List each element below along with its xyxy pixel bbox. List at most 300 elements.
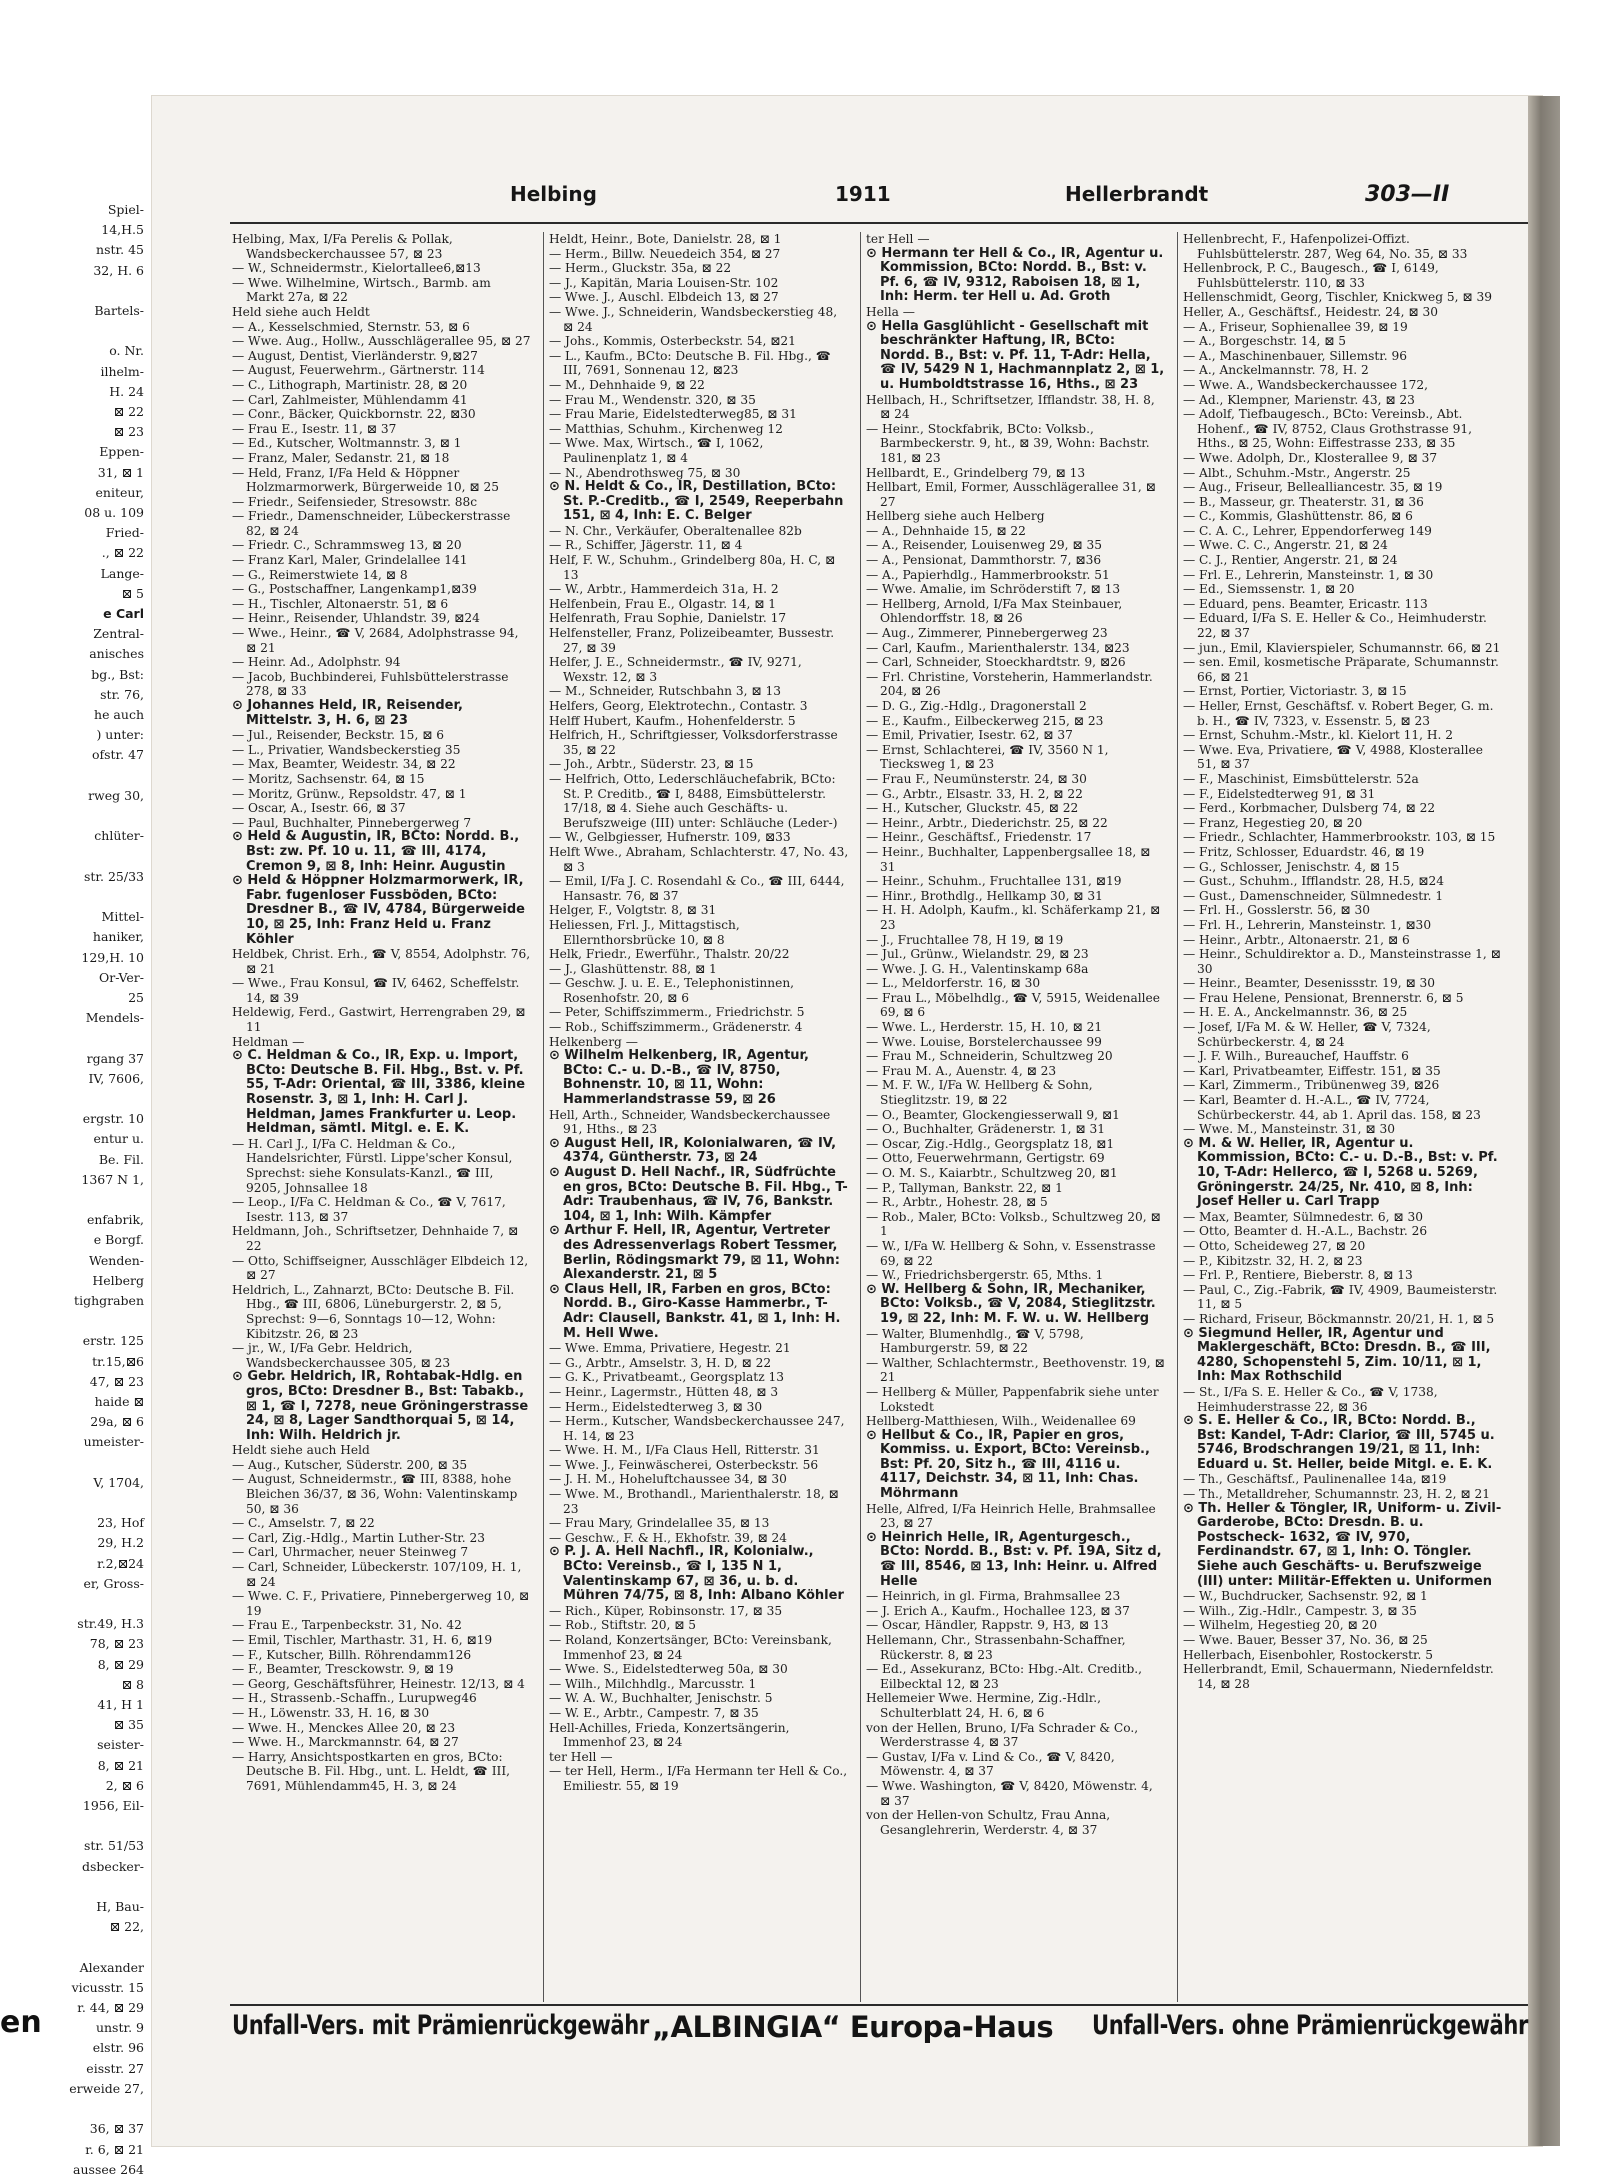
directory-entry: — Carl, Kaufm., Marienthalerstr. 134, ⊠23 bbox=[866, 640, 1130, 655]
directory-entry: Heldrich, L., Zahnarzt, BCto: Deutsche B. Fil. Hbg., ☎ III, 6806, Lüneburgerstr. 2, ⊠ 5, Sprechst: 9—6, Sonntags 10—12, Wohn: Kibitzstr. 26, ⊠ 23 bbox=[232, 1282, 515, 1341]
directory-entry: Helfenbein, Frau E., Olgastr. 14, ⊠ 1 bbox=[549, 596, 777, 611]
previous-page-footer: en bbox=[0, 2005, 42, 2040]
prev-page-line bbox=[0, 281, 150, 301]
prev-page-line bbox=[0, 1877, 150, 1897]
directory-entry: — Heller, Ernst, Geschäftsf. v. Robert Beger, G. m. b. H., ☎ IV, 7323, v. Essenstr. 5, ⊠ 23 bbox=[1183, 699, 1494, 728]
directory-entry: — Carl, Zahlmeister, Mühlendamm 41 bbox=[232, 392, 468, 407]
directory-entry: — G., Arbtr., Amselstr. 3, H. D, ⊠ 22 bbox=[549, 1355, 772, 1370]
directory-entry: Helbing, Max, I/Fa Perelis & Pollak, Wandsbeckerchaussee 57, ⊠ 23 bbox=[232, 232, 453, 261]
prev-page-line: o. Nr. bbox=[109, 343, 144, 359]
directory-entry: — Heinr., Schuldirektor a. D., Mansteinstrasse 1, ⊠ 30 bbox=[1183, 947, 1501, 976]
directory-entry: Helk, Friedr., Ewerführ., Thalstr. 20/22 bbox=[549, 947, 790, 962]
directory-entry: — Frl. E., Lehrerin, Mansteinstr. 1, ⊠ 30 bbox=[1183, 567, 1434, 582]
directory-entry: — Frl. Christine, Vorsteherin, Hammerlandstr. 204, ⊠ 26 bbox=[866, 669, 1153, 699]
directory-entry: — N. Chr., Verkäufer, Oberaltenallee 82b bbox=[549, 523, 802, 538]
prev-page-line: ) unter: bbox=[96, 727, 144, 743]
directory-entry: — L., Privatier, Wandsbeckerstieg 35 bbox=[232, 742, 461, 757]
directory-entry: — Frau M., Schneiderin, Schultzweg 20 bbox=[866, 1049, 1113, 1064]
directory-entry: ⊙ Held & Höppner Holzmarmorwerk, IR, Fabr. fugenloser Fussböden, BCto: Dresdner B., ☎ IV, 4784, Bürgerweide 10, ⊠ 25, Inh: Franz Held u. Franz Köhler bbox=[232, 873, 525, 947]
directory-entry: — J. Erich A., Kaufm., Hochallee 123, ⊠ 37 bbox=[866, 1603, 1130, 1618]
directory-entry: — Heinr., Schuhm., Fruchtallee 131, ⊠19 bbox=[866, 874, 1122, 889]
directory-entry: — Heinr. Ad., Adolphstr. 94 bbox=[232, 655, 401, 670]
directory-entry: Heldman — bbox=[232, 1034, 305, 1049]
prev-page-line: 47, ⊠ 23 bbox=[89, 1373, 144, 1389]
prev-page-line: ⊠ 22, bbox=[109, 1919, 144, 1935]
prev-page-line: er, Gross- bbox=[83, 1575, 144, 1591]
prev-page-line: e Borgf. bbox=[93, 1232, 144, 1248]
directory-entry: Heliessen, Frl. J., Mittagstisch, Ellernthorsbrücke 10, ⊠ 8 bbox=[549, 917, 740, 947]
directory-entry: ⊙ P. J. A. Hell Nachfl., IR, Kolonialw., BCto: Vereinsb., ☎ I, 135 N 1, Valentinskamp 67, ⊠ 36, u. b. d. Mühren 74/75, ⊠ 8, Inh: Albano Köhler bbox=[549, 1544, 844, 1604]
prev-page-line bbox=[0, 887, 150, 907]
directory-entry: — D. G., Zig.-Hdlg., Dragonerstall 2 bbox=[866, 699, 1087, 713]
directory-entry: — Wwe. Washington, ☎ V, 8420, Möwenstr. 4, ⊠ 37 bbox=[866, 1778, 1153, 1808]
directory-entry: — Peter, Schiffszimmerm., Friedrichstr. 5 bbox=[549, 1005, 805, 1020]
directory-entry: — Carl, Schneider, Lübeckerstr. 107/109, H. 1, ⊠ 24 bbox=[232, 1560, 522, 1589]
directory-entry: — Herm., Billw. Neuedeich 354, ⊠ 27 bbox=[549, 246, 781, 261]
directory-entry: ⊙ Hella Gasglühlicht - Gesellschaft mit beschränkter Haftung, IR, BCto: Nordd. B., Bst: v. Pf. 11, T-Adr: Hella, ☎ IV, 5429 N 1, Hachmannplatz 2, ⊠ 1, u. Humboldtstrasse 16, Hths., ⊠ 23 bbox=[866, 318, 1165, 392]
prev-page-line: 2, ⊠ 6 bbox=[105, 1777, 144, 1793]
directory-entry: — Wwe. Amalie, im Schröderstift 7, ⊠ 13 bbox=[866, 582, 1121, 597]
prev-page-line: Lange- bbox=[100, 565, 144, 581]
directory-entry: — E., Kaufm., Eilbeckerweg 215, ⊠ 23 bbox=[866, 713, 1104, 728]
directory-entry: — Ferd., Korbmacher, Dulsberg 74, ⊠ 22 bbox=[1183, 801, 1436, 816]
directory-entry: — Wwe. Aug., Hollw., Ausschlägerallee 95, ⊠ 27 bbox=[232, 334, 531, 349]
directory-entry: — M., Dehnhaide 9, ⊠ 22 bbox=[549, 377, 705, 392]
prev-page-line bbox=[0, 2099, 150, 2119]
prev-page-line bbox=[0, 847, 150, 867]
directory-entry: — August, Feuerwehrm., Gärtnerstr. 114 bbox=[232, 363, 485, 378]
prev-page-line: unstr. 9 bbox=[95, 2020, 144, 2036]
directory-entry: — Karl, Zimmerm., Tribünenweg 39, ⊠26 bbox=[1183, 1078, 1440, 1093]
directory-entry: — Conr., Bäcker, Quickbornstr. 22, ⊠30 bbox=[232, 407, 476, 422]
directory-entry: — W., Friedrichsbergerstr. 65, Mths. 1 bbox=[866, 1268, 1104, 1283]
directory-entry: — Friedr., Damenschneider, Lübeckerstrasse 82, ⊠ 24 bbox=[232, 509, 511, 538]
prev-page-line: str. 51/53 bbox=[83, 1838, 144, 1854]
directory-entry: — Albt., Schuhm.-Mstr., Angerstr. 25 bbox=[1183, 465, 1411, 480]
header-first-entry: Helbing bbox=[510, 182, 597, 206]
directory-entry: Helfers, Georg, Elektrotechn., Contastr. 3 bbox=[549, 699, 808, 713]
directory-entry: ⊙ Claus Hell, IR, Farben en gros, BCto: Nordd. B., Giro-Kasse Hammerbr., T-Adr: Clausell, Bankstr. 41, ⊠ 1, Inh: H. M. Hell Wwe. bbox=[549, 1281, 841, 1341]
prev-page-line: haide ⊠ bbox=[94, 1393, 144, 1409]
directory-entry: — Frau M., Wendenstr. 320, ⊠ 35 bbox=[549, 392, 756, 407]
prev-page-line: Spiel- bbox=[107, 202, 144, 217]
directory-entry: — H., Löwenstr. 33, H. 16, ⊠ 30 bbox=[232, 1705, 430, 1720]
prev-page-line: Mittel- bbox=[101, 909, 144, 925]
directory-entry: — Moritz, Grünw., Repsoldstr. 47, ⊠ 1 bbox=[232, 786, 467, 801]
directory-entry: — Adolf, Tiefbaugesch., BCto: Vereinsb., Abt. Hohenf., ☎ IV, 8752, Claus Grothstrasse 91, Hths., ⊠ 25, Wohn: Eiffestrasse 233, ⊠ 35 bbox=[1183, 407, 1472, 451]
directory-entry: — Rich., Küper, Robinsonstr. 17, ⊠ 35 bbox=[549, 1603, 783, 1618]
directory-entry: — Wwe. Wilhelmine, Wirtsch., Barmb. am Markt 27a, ⊠ 22 bbox=[232, 275, 491, 305]
directory-entry: — Jul., Reisender, Beckstr. 15, ⊠ 6 bbox=[232, 728, 445, 743]
directory-entry: — Heinr., Arbtr., Diederichstr. 25, ⊠ 22 bbox=[866, 815, 1108, 830]
directory-entry: ⊙ C. Heldman & Co., IR, Exp. u. Import, BCto: Deutsche B. Fil. Hbg., Bst. v. Pf. 55, T-Adr: Oriental, ☎ III, 3386, kleine Rosenstr. 3, ⊠ 1, Inh: H. Carl J. Heldman, James Frankfurter u. Leop. Heldman, sämtl. Mitgl. e. E. K. bbox=[232, 1048, 526, 1137]
directory-entry: — Gustav, I/Fa v. Lind & Co., ☎ V, 8420, Möwenstr. 4, ⊠ 37 bbox=[866, 1749, 1115, 1779]
directory-entry: — Wwe. M., Brothandl., Marienthalerstr. 18, ⊠ 23 bbox=[549, 1487, 839, 1516]
directory-entry: Heldt siehe auch Held bbox=[232, 1443, 370, 1458]
directory-entry: — Frau Helene, Pensionat, Brennerstr. 6, ⊠ 5 bbox=[1183, 990, 1464, 1005]
directory-entry: Hell, Arth., Schneider, Wandsbeckerchaussee 91, Hths., ⊠ 23 bbox=[549, 1107, 831, 1137]
directory-entry: — H., Kutscher, Gluckstr. 45, ⊠ 22 bbox=[866, 801, 1079, 816]
directory-entry: — Karl, Beamter d. H.-A.L., ☎ IV, 7724, Schürbeckerstr. 44, ab 1. April das. 158, ⊠ 23 bbox=[1183, 1093, 1481, 1122]
directory-entry: — J., Glashüttenstr. 88, ⊠ 1 bbox=[549, 961, 717, 976]
prev-page-line bbox=[0, 1028, 150, 1048]
directory-entry: — Gust., Damenschneider, Sülmnedestr. 1 bbox=[1183, 888, 1444, 903]
directory-entry: ⊙ W. Hellberg & Sohn, IR, Mechaniker, BCto: Volksb., ☎ V, 2084, Stieglitzstr. 19, ⊠ 22, Inh: M. F. W. u. W. Hellberg bbox=[866, 1281, 1156, 1326]
prev-page-line: r.2,⊠24 bbox=[97, 1555, 144, 1571]
directory-entry: — W., Buchdrucker, Sachsenstr. 92, ⊠ 1 bbox=[1183, 1589, 1428, 1604]
directory-entry: Hella — bbox=[866, 304, 915, 319]
prev-page-line: Mendels- bbox=[85, 1010, 144, 1026]
directory-entry: — A., Kesselschmied, Sternstr. 53, ⊠ 6 bbox=[232, 319, 470, 334]
directory-entry: — Wwe. C. C., Angerstr. 21, ⊠ 24 bbox=[1183, 538, 1388, 553]
directory-entry: — Emil, Tischler, Marthastr. 31, H. 6, ⊠19 bbox=[232, 1633, 493, 1647]
prev-page-line: 41, H 1 bbox=[97, 1697, 144, 1713]
directory-entry: — Wwe. A., Wandsbeckerchaussee 172, bbox=[1183, 377, 1429, 392]
prev-page-line: erweide 27, bbox=[69, 2080, 144, 2096]
directory-entry: — Carl, Schneider, Stoeckhardtstr. 9, ⊠26 bbox=[866, 655, 1126, 670]
directory-entry: — Ernst, Portier, Victoriastr. 3, ⊠ 15 bbox=[1183, 684, 1407, 699]
directory-entry: — P., Tallyman, Bankstr. 22, ⊠ 1 bbox=[866, 1180, 1063, 1195]
prev-page-line: 1367 N 1, bbox=[81, 1171, 144, 1187]
prev-page-line: Wenden- bbox=[89, 1252, 144, 1268]
prev-page-line: haniker, bbox=[92, 929, 144, 945]
header-page-number: 303—II bbox=[1365, 182, 1450, 207]
directory-entry: — Johs., Kommis, Osterbeckstr. 54, ⊠21 bbox=[549, 334, 796, 349]
directory-entry: — Wwe. J., Feinwäscherei, Osterbeckstr. 56 bbox=[549, 1457, 819, 1472]
prev-page-line: V, 1704, bbox=[93, 1474, 144, 1490]
directory-entry: — jun., Emil, Klavierspieler, Schumannstr. 66, ⊠ 21 bbox=[1183, 640, 1501, 655]
prev-page-line: 8, ⊠ 29 bbox=[97, 1656, 144, 1672]
prev-page-line: r. 44, ⊠ 29 bbox=[77, 2000, 144, 2016]
directory-entry: Hellerbach, Eisenbohler, Rostockerstr. 5 bbox=[1183, 1647, 1434, 1662]
prev-page-line: IV, 7606, bbox=[88, 1070, 144, 1086]
directory-entry: ⊙ Held & Augustin, IR, BCto: Nordd. B., Bst: zw. Pf. 10 u. 11, ☎ III, 4174, Cremon 9, ⊠ 8, Inh: Heinr. Augustin bbox=[232, 829, 520, 874]
directory-entry: — Eduard, pens. Beamter, Ericastr. 113 bbox=[1183, 596, 1428, 611]
footer-left-text: Unfall-Vers. mit Prämienrückgewähr bbox=[232, 2010, 649, 2041]
directory-entry: — O., Beamter, Glockengiesserwall 9, ⊠1 bbox=[866, 1107, 1120, 1122]
prev-page-line: tighgraben bbox=[74, 1292, 144, 1308]
column-4 bbox=[1183, 232, 1505, 2002]
directory-entry: — Richard, Friseur, Böckmannstr. 20/21, H. 1, ⊠ 5 bbox=[1183, 1311, 1495, 1326]
prev-page-line: tr.15,⊠6 bbox=[92, 1353, 144, 1369]
directory-entry: — Ed., Kutscher, Woltmannstr. 3, ⊠ 1 bbox=[232, 436, 462, 451]
directory-entry: ⊙ M. & W. Heller, IR, Agentur u. Kommission, BCto: C.- u. D.-B., Bst: v. Pf. 10, T-Adr: Hellerco, ☎ I, 5268 u. 5269, Gröningerstr. 24/25, Nr. 410, ⊠ 8, Inh: Josef Heller u. Carl Trapp bbox=[1183, 1135, 1498, 1210]
directory-entry: — A., Friseur, Sophienallee 39, ⊠ 19 bbox=[1183, 319, 1408, 334]
directory-entry: — P., Kibitzstr. 32, H. 2, ⊠ 23 bbox=[1183, 1253, 1363, 1268]
directory-entry: — Frau Mary, Grindelallee 35, ⊠ 13 bbox=[549, 1516, 770, 1531]
directory-entry: — G., Arbtr., Elsastr. 33, H. 2, ⊠ 22 bbox=[866, 786, 1083, 801]
prev-page-line: str. 76, bbox=[100, 686, 144, 702]
directory-entry: — Wwe. C. F., Privatiere, Pinnebergerweg 10, ⊠ 19 bbox=[232, 1589, 530, 1618]
prev-page-line: ⊠ 22 bbox=[113, 404, 144, 420]
directory-entry: — Wwe. M., Mansteinstr. 31, ⊠ 30 bbox=[1183, 1122, 1396, 1137]
directory-entry: — F., Eidelstedterweg 91, ⊠ 31 bbox=[1183, 786, 1376, 801]
directory-entry: — H. H. Adolph, Kaufm., kl. Schäferkamp 21, ⊠ 23 bbox=[866, 903, 1161, 932]
directory-entry: — Gust., Schuhm., Ifflandstr. 28, H.5, ⊠24 bbox=[1183, 874, 1444, 889]
directory-entry: — Heinr., Stockfabrik, BCto: Volksb., Barmbeckerstr. 9, ht., ⊠ 39, Wohn: Bachstr. 181, ⊠ 23 bbox=[866, 421, 1150, 465]
prev-page-line: eniteur, bbox=[95, 484, 144, 500]
directory-entry: — A., Reisender, Louisenweg 29, ⊠ 35 bbox=[866, 538, 1103, 553]
directory-entry: — Emil, I/Fa J. C. Rosendahl & Co., ☎ III, 6444, Hansastr. 76, ⊠ 37 bbox=[549, 874, 845, 903]
directory-entry: — Heinrich, in gl. Firma, Brahmsallee 23 bbox=[866, 1589, 1121, 1604]
directory-entry: — F., Kutscher, Billh. Röhrendamm126 bbox=[232, 1647, 472, 1662]
previous-page-edge bbox=[0, 200, 150, 2177]
prev-page-line bbox=[0, 1453, 150, 1473]
directory-entry: — Ernst, Schlachterei, ☎ IV, 3560 N 1, Tiecksweg 1, ⊠ 23 bbox=[866, 742, 1109, 772]
directory-entry: — Roland, Konzertsänger, BCto: Vereinsbank, Immenhof 23, ⊠ 24 bbox=[549, 1633, 832, 1662]
directory-entry: — N., Abendrothsweg 75, ⊠ 30 bbox=[549, 465, 741, 480]
directory-entry: — Ed., Siemssenstr. 1, ⊠ 20 bbox=[1183, 582, 1355, 597]
directory-entry: — Frl. H., Gosslerstr. 56, ⊠ 30 bbox=[1183, 903, 1370, 918]
directory-entry: — A., Maschinenbauer, Sillemstr. 96 bbox=[1183, 348, 1408, 363]
prev-page-line: vicusstr. 15 bbox=[71, 1979, 144, 1995]
directory-entry: — Wwe. J., Auschl. Elbdeich 13, ⊠ 27 bbox=[549, 290, 779, 305]
directory-entry: — G., Schlosser, Jenischstr. 4, ⊠ 15 bbox=[1183, 859, 1400, 874]
prev-page-line: ergstr. 10 bbox=[82, 1111, 144, 1127]
directory-entry: ⊙ August Hell, IR, Kolonialwaren, ☎ IV, 4374, Güntherstr. 73, ⊠ 24 bbox=[549, 1135, 837, 1166]
directory-entry: — Wwe. Louise, Borstelerchaussee 99 bbox=[866, 1034, 1102, 1049]
directory-entry: Helff Hubert, Kaufm., Hohenfelderstr. 5 bbox=[549, 713, 796, 728]
directory-entry: von der Hellen-von Schultz, Frau Anna, Gesanglehrerin, Werderstr. 4, ⊠ 37 bbox=[866, 1808, 1111, 1837]
directory-entry: — O. M. S., Kaiarbtr., Schultzweg 20, ⊠1 bbox=[866, 1166, 1118, 1180]
directory-entry: Hellenbrock, P. C., Baugesch., ☎ I, 6149, Fuhlsbüttelerstr. 110, ⊠ 33 bbox=[1183, 261, 1439, 290]
directory-entry: ⊙ Th. Heller & Töngler, IR, Uniform- u. Zivil-Garderobe, BCto: Dresdn. B. u. Postscheck- 1632, ☎ IV, 970, Ferdinandstr. 67, ⊠ 1, Inh: O. Töngler. Siehe auch Geschäfts- u. Berufszweige (III) unter: Militär-Effekten u. Uniformen bbox=[1183, 1500, 1502, 1589]
page-footer-advert bbox=[232, 2010, 1528, 2050]
directory-entry: — Wilh., Zig.-Hdlr., Campestr. 3, ⊠ 35 bbox=[1183, 1603, 1417, 1618]
directory-entry: — Frau E., Tarpenbeckstr. 31, No. 42 bbox=[232, 1618, 462, 1633]
directory-entry: — R., Arbtr., Hohestr. 28, ⊠ 5 bbox=[866, 1195, 1048, 1210]
directory-entry: Helf, F. W., Schuhm., Grindelberg 80a, H. C, ⊠ 13 bbox=[549, 553, 836, 582]
directory-entry: — Aug., Kutscher, Süderstr. 200, ⊠ 35 bbox=[232, 1457, 468, 1472]
prev-page-line bbox=[0, 1311, 150, 1331]
directory-entry: Hellberg-Matthiesen, Wilh., Weidenallee 69 bbox=[866, 1414, 1136, 1429]
prev-page-line: 8, ⊠ 21 bbox=[97, 1757, 144, 1773]
directory-entry: — Hellberg, Arnold, I/Fa Max Steinbauer, Ohlendorffstr. 18, ⊠ 26 bbox=[866, 596, 1123, 626]
directory-entry: — Heinr., Lagermstr., Hütten 48, ⊠ 3 bbox=[549, 1384, 779, 1399]
directory-entry: — Max, Beamter, Sülmnedestr. 6, ⊠ 30 bbox=[1183, 1209, 1423, 1224]
directory-entry: ⊙ Wilhelm Helkenberg, IR, Agentur, BCto: C.- u. D.-B., ☎ IV, 8750, Bohnenstr. 10, ⊠ 11, Wohn: Hammerlandstrasse 59, ⊠ 26 bbox=[549, 1048, 809, 1108]
prev-page-line bbox=[0, 766, 150, 786]
directory-entry: Helfensteller, Franz, Polizeibeamter, Bussestr. 27, ⊠ 39 bbox=[549, 626, 835, 655]
directory-entry: — H. Carl J., I/Fa C. Heldman & Co., Handelsrichter, Fürstl. Lippe'scher Konsul, Sprechst: siehe Konsulats-Kanzl., ☎ III, 9205, Johnsallee 18 bbox=[232, 1136, 513, 1195]
directory-entry: Hell-Achilles, Frieda, Konzertsängerin, Immenhof 23, ⊠ 24 bbox=[549, 1720, 790, 1750]
directory-entry: — Aug., Friseur, Bellealliancestr. 35, ⊠ 19 bbox=[1183, 480, 1443, 495]
prev-page-line: ⊠ 35 bbox=[113, 1717, 144, 1733]
directory-entry: Hellbardt, E., Grindelberg 79, ⊠ 13 bbox=[866, 465, 1086, 480]
directory-entry: ⊙ Arthur F. Hell, IR, Agentur, Vertreter des Adressenverlags Robert Tessmer, Berlin, Rödingsmarkt 79, ⊠ 11, Wohn: Alexanderstr. 21, ⊠ 5 bbox=[549, 1223, 840, 1283]
directory-entry: — C. A. C., Lehrer, Eppendorferweg 149 bbox=[1183, 523, 1432, 538]
directory-entry: — J. H. M., Hoheluftchaussee 34, ⊠ 30 bbox=[549, 1472, 787, 1487]
directory-entry: ⊙ S. E. Heller & Co., IR, BCto: Nordd. B., Bst: Kandel, T-Adr: Clarior, ☎ III, 5745 u. 5746, Brodschrangen 19/21, ⊠ 11, Inh: Eduard u. St. Heller, beide Mitgl. e. E. K. bbox=[1183, 1413, 1495, 1472]
directory-entry: — J., Fruchtallee 78, H 19, ⊠ 19 bbox=[866, 932, 1064, 947]
directory-entry: — Wwe. S., Eidelstedterweg 50a, ⊠ 30 bbox=[549, 1662, 788, 1677]
directory-entry: — Heinr., Buchhalter, Lappenbergsallee 18, ⊠ 31 bbox=[866, 844, 1151, 874]
directory-entry: — Th., Geschäftsf., Paulinenallee 14a, ⊠19 bbox=[1183, 1472, 1447, 1487]
directory-entry: — Franz, Hegestieg 20, ⊠ 20 bbox=[1183, 815, 1363, 830]
directory-entry: — Herm., Kutscher, Wandsbeckerchaussee 247, H. 14, ⊠ 23 bbox=[549, 1414, 845, 1443]
directory-entry: — R., Schiffer, Jägerstr. 11, ⊠ 4 bbox=[549, 538, 743, 553]
directory-entry: — Rob., Schiffszimmerm., Grädenerstr. 4 bbox=[549, 1020, 803, 1035]
prev-page-line: 1956, Eil- bbox=[82, 1798, 144, 1814]
directory-entry: — Carl, Uhrmacher, neuer Steinweg 7 bbox=[232, 1545, 469, 1560]
prev-page-line: str.49, H.3 bbox=[77, 1616, 144, 1632]
prev-page-line: 29, H.2 bbox=[97, 1535, 144, 1551]
directory-entry: — C., Lithograph, Martinistr. 28, ⊠ 20 bbox=[232, 377, 468, 392]
column-3 bbox=[866, 232, 1166, 2002]
directory-entry: — C., Kommis, Glashüttenstr. 86, ⊠ 6 bbox=[1183, 509, 1413, 524]
directory-entry: — C., Amselstr. 7, ⊠ 22 bbox=[232, 1516, 375, 1531]
prev-page-line: 36, ⊠ 37 bbox=[89, 2121, 144, 2137]
directory-entry: — A., Dehnhaide 15, ⊠ 22 bbox=[866, 523, 1026, 538]
directory-entry: — L., Meldorferstr. 16, ⊠ 30 bbox=[866, 976, 1041, 991]
prev-page-line: enfabrik, bbox=[86, 1212, 144, 1228]
directory-entry: — G. K., Privatbeamt., Georgsplatz 13 bbox=[549, 1370, 785, 1385]
prev-page-line: Bartels- bbox=[94, 303, 144, 319]
prev-page-line: chlüter- bbox=[94, 828, 144, 844]
prev-page-line: 23, Hof bbox=[97, 1515, 144, 1531]
prev-page-line: rweg 30, bbox=[88, 787, 144, 803]
directory-entry: Helfer, J. E., Schneidermstr., ☎ IV, 9271, Wexstr. 12, ⊠ 3 bbox=[549, 655, 802, 684]
prev-page-line: 29a, ⊠ 6 bbox=[90, 1414, 144, 1430]
directory-entry: — Wwe. H., Marckmannstr. 64, ⊠ 27 bbox=[232, 1735, 459, 1750]
header-rule bbox=[230, 222, 1528, 224]
column-divider bbox=[543, 232, 544, 2002]
directory-entry: Helkenberg — bbox=[549, 1034, 638, 1049]
directory-entry: — Heinr., Beamter, Desenissstr. 19, ⊠ 30 bbox=[1183, 976, 1436, 991]
prev-page-line bbox=[0, 1493, 150, 1513]
directory-entry: Heldbek, Christ. Erh., ☎ V, 8554, Adolphstr. 76, ⊠ 21 bbox=[232, 947, 531, 976]
directory-entry: Helfenrath, Frau Sophie, Danielstr. 17 bbox=[549, 611, 787, 626]
directory-entry: ter Hell — bbox=[549, 1749, 613, 1764]
directory-entry: — L., Kaufm., BCto: Deutsche B. Fil. Hbg., ☎ III, 7691, Sonnenau 12, ⊠23 bbox=[549, 348, 831, 378]
prev-page-line: 25 bbox=[128, 989, 144, 1005]
directory-entry: — Ad., Klempner, Marienstr. 43, ⊠ 23 bbox=[1183, 392, 1415, 407]
directory-entry: — Frau M. A., Auenstr. 4, ⊠ 23 bbox=[866, 1063, 1057, 1078]
prev-page-line: Zentral- bbox=[93, 626, 144, 642]
directory-entry: Hellerbrandt, Emil, Schauermann, Niedernfeldstr. 14, ⊠ 28 bbox=[1183, 1662, 1494, 1691]
directory-entry: Hellenschmidt, Georg, Tischler, Knickweg 5, ⊠ 39 bbox=[1183, 290, 1492, 305]
directory-entry: — Karl, Privatbeamter, Eiffestr. 151, ⊠ 35 bbox=[1183, 1063, 1441, 1078]
directory-entry: — Friedr. C., Schrammsweg 13, ⊠ 20 bbox=[232, 538, 462, 553]
directory-entry: von der Hellen, Bruno, I/Fa Schrader & Co., Werderstrasse 4, ⊠ 37 bbox=[866, 1720, 1139, 1750]
directory-entry: — Wwe. Max, Wirtsch., ☎ I, 1062, Paulinenplatz 1, ⊠ 4 bbox=[549, 436, 764, 465]
page-header bbox=[235, 182, 1525, 218]
prev-page-line: r. 6, ⊠ 21 bbox=[85, 2141, 144, 2157]
directory-entry: — Josef, I/Fa M. & W. Heller, ☎ V, 7324, Schürbeckerstr. 4, ⊠ 24 bbox=[1183, 1020, 1431, 1049]
prev-page-line: aussee 264 bbox=[73, 2161, 144, 2177]
prev-page-line: e Carl bbox=[103, 606, 144, 622]
prev-page-line: elstr. 96 bbox=[92, 2040, 144, 2056]
directory-entry: — Friedr., Schlachter, Hammerbrookstr. 103, ⊠ 15 bbox=[1183, 830, 1496, 845]
header-year: 1911 bbox=[835, 182, 891, 206]
directory-entry: — H. E. A., Anckelmannstr. 36, ⊠ 25 bbox=[1183, 1005, 1408, 1020]
directory-entry: — Heinr., Reisender, Uhlandstr. 39, ⊠24 bbox=[232, 611, 480, 626]
directory-entry: — Eduard, I/Fa S. E. Heller & Co., Heimhuderstr. 22, ⊠ 37 bbox=[1183, 611, 1487, 641]
directory-entry: — Geschw., F. & H., Ekhofstr. 39, ⊠ 24 bbox=[549, 1530, 788, 1545]
directory-entry: Helft Wwe., Abraham, Schlachterstr. 47, No. 43, ⊠ 3 bbox=[549, 844, 849, 874]
directory-entry: — Heinr., Geschäftsf., Friedenstr. 17 bbox=[866, 830, 1092, 845]
directory-entry: ⊙ N. Heldt & Co., IR, Destillation, BCto: St. P.-Creditb., ☎ I, 2549, Reeperbahn 151, ⊠ 4, Inh: E. C. Belger bbox=[549, 479, 844, 524]
prev-page-line: Or-Ver- bbox=[98, 969, 144, 985]
directory-entry: — Ed., Assekuranz, BCto: Hbg.-Alt. Creditb., Eilbecktal 12, ⊠ 23 bbox=[866, 1662, 1143, 1691]
directory-entry: — August, Schneidermstr., ☎ III, 8388, hohe Bleichen 36/37, ⊠ 36, Wohn: Valentinskamp 50, ⊠ 36 bbox=[232, 1472, 518, 1516]
directory-entry: — Frau F., Neumünsterstr. 24, ⊠ 30 bbox=[866, 771, 1087, 786]
directory-entry: Hellenbrecht, F., Hafenpolizei-Offizt. Fuhlsbüttelerstr. 287, Weg 64, No. 35, ⊠ 33 bbox=[1183, 232, 1468, 261]
directory-entry: — Frau E., Isestr. 11, ⊠ 37 bbox=[232, 421, 397, 436]
prev-page-line: Be. Fil. bbox=[98, 1151, 144, 1167]
prev-page-line: anisches bbox=[89, 646, 144, 662]
prev-page-line: 14,H.5 bbox=[101, 222, 144, 238]
prev-page-line: Helberg bbox=[92, 1272, 144, 1288]
prev-page-line: ilhelm- bbox=[100, 363, 144, 379]
directory-entry: — Leop., I/Fa C. Heldman & Co., ☎ V, 7617, Isestr. 113, ⊠ 37 bbox=[232, 1195, 506, 1224]
prev-page-line: Eppen- bbox=[99, 444, 144, 460]
directory-entry: — Otto, Schiffseigner, Ausschläger Elbdeich 12, ⊠ 27 bbox=[232, 1253, 529, 1283]
prev-page-line: nstr. 45 bbox=[96, 242, 144, 258]
prev-page-line: seister- bbox=[97, 1737, 144, 1753]
column-divider bbox=[860, 232, 861, 2002]
prev-page-line: ⊠ 23 bbox=[113, 424, 144, 440]
prev-page-line: 32, H. 6 bbox=[93, 262, 144, 278]
directory-entry: ⊙ Heinrich Helle, IR, Agenturgesch., BCto: Nordd. B., Bst: v. Pf. 19A, Sitz d, ☎ III, 8546, ⊠ 13, Inh: Heinr. u. Alfred Helle bbox=[866, 1529, 1162, 1589]
directory-entry: — Paul, C., Zig.-Fabrik, ☎ IV, 4909, Baumeisterstr. 11, ⊠ 5 bbox=[1183, 1282, 1498, 1312]
prev-page-line: entur u. bbox=[93, 1131, 144, 1147]
directory-entry: — Helfrich, Otto, Lederschläuchefabrik, BCto: St. P. Creditb., ☎ I, 8488, Eimsbüttelerstr. 17/18, ⊠ 4. Siehe auch Geschäfts- u. Berufszweige (III) unter: Schläuche (Leder-) bbox=[549, 771, 838, 830]
directory-entry: — jr., W., I/Fa Gebr. Heldrich, Wandsbeckerchaussee 305, ⊠ 23 bbox=[232, 1341, 451, 1370]
directory-entry: — F., Maschinist, Eimsbüttelerstr. 52a bbox=[1183, 771, 1419, 786]
prev-page-line: ⊠ 5 bbox=[121, 585, 144, 601]
directory-entry: Heldewig, Ferd., Gastwirt, Herrengraben 29, ⊠ 11 bbox=[232, 1005, 526, 1035]
directory-entry: ⊙ Johannes Held, IR, Reisender, Mittelstr. 3, H. 6, ⊠ 23 bbox=[232, 698, 463, 728]
prev-page-line bbox=[0, 1190, 150, 1210]
directory-entry: ⊙ Hellbut & Co., IR, Papier en gros, Kommiss. u. Export, BCto: Vereinsb., Bst: Pf. 20, Sitz h., ☎ III, 4116 u. 4117, Deichstr. 34, ⊠ 11, Inh: Chas. Möhrmann bbox=[866, 1427, 1150, 1502]
directory-entry: — Otto, Feuerwehrmann, Gertigstr. 69 bbox=[866, 1151, 1105, 1166]
prev-page-line: Alexander bbox=[79, 1959, 144, 1975]
prev-page-line bbox=[0, 1089, 150, 1109]
directory-entry: — A., Pensionat, Dammthorstr. 7, ⊠36 bbox=[866, 553, 1102, 568]
directory-entry: — Wilhelm, Hegestieg 20, ⊠ 20 bbox=[1183, 1618, 1378, 1633]
directory-entry: Hellemeier Wwe. Hermine, Zig.-Hdlr., Schulterblatt 24, H. 6, ⊠ 6 bbox=[866, 1691, 1102, 1720]
prev-page-line: bg., Bst: bbox=[91, 666, 144, 682]
directory-entry: — Emil, Privatier, Isestr. 62, ⊠ 37 bbox=[866, 728, 1073, 743]
prev-page-line: ., ⊠ 22 bbox=[101, 545, 144, 561]
directory-entry: ⊙ Siegmund Heller, IR, Agentur und Maklergeschäft, BCto: Dresdn. B., ☎ III, 4280, Schopenstehl 5, Zim. 10/11, ⊠ 1, Inh: Max Rothschild bbox=[1183, 1325, 1491, 1385]
directory-entry: — Walter, Blumenhdlg., ☎ V, 5798, Hamburgerstr. 59, ⊠ 22 bbox=[866, 1326, 1084, 1356]
prev-page-line: erstr. 125 bbox=[82, 1333, 144, 1349]
prev-page-line: 31, ⊠ 1 bbox=[97, 464, 144, 480]
directory-entry: Helfrich, H., Schriftgiesser, Volksdorferstrasse 35, ⊠ 22 bbox=[549, 728, 838, 757]
directory-entry: — Th., Metalldreher, Schumannstr. 23, H. 2, ⊠ 21 bbox=[1183, 1487, 1490, 1502]
directory-entry: — Paul, Buchhalter, Pinnebergerweg 7 bbox=[232, 815, 472, 830]
directory-entry: Held siehe auch Heldt bbox=[232, 304, 370, 319]
directory-entry: — Rob., Maler, BCto: Volksb., Schultzweg 20, ⊠ 1 bbox=[866, 1209, 1161, 1239]
directory-entry: — sen. Emil, kosmetische Präparate, Schumannstr. 66, ⊠ 21 bbox=[1183, 655, 1499, 684]
directory-entry: — Georg, Geschäftsführer, Heinestr. 12/13, ⊠ 4 bbox=[232, 1676, 525, 1691]
directory-entry: — W. A. W., Buchhalter, Jenischstr. 5 bbox=[549, 1691, 773, 1706]
directory-entry: — Wwe. Eva, Privatiere, ☎ V, 4988, Klosterallee 51, ⊠ 37 bbox=[1183, 742, 1483, 772]
prev-page-line: 78, ⊠ 23 bbox=[89, 1636, 144, 1652]
directory-entry: — Wwe. Bauer, Besser 37, No. 36, ⊠ 25 bbox=[1183, 1633, 1428, 1647]
prev-page-line: Fried- bbox=[105, 525, 144, 541]
footer-rule bbox=[230, 2004, 1528, 2006]
directory-entry: — M. F. W., I/Fa W. Hellberg & Sohn, Stieglitzstr. 19, ⊠ 22 bbox=[866, 1078, 1093, 1108]
directory-entry: Hellberg siehe auch Helberg bbox=[866, 509, 1045, 524]
directory-entry: Heldt, Heinr., Bote, Danielstr. 28, ⊠ 1 bbox=[549, 232, 782, 246]
prev-page-line: 129,H. 10 bbox=[81, 949, 144, 965]
header-last-entry: Hellerbrandt bbox=[1065, 182, 1209, 206]
directory-entry: — Wwe. Emma, Privatiere, Hegestr. 21 bbox=[549, 1341, 791, 1356]
prev-page-line bbox=[0, 806, 150, 826]
